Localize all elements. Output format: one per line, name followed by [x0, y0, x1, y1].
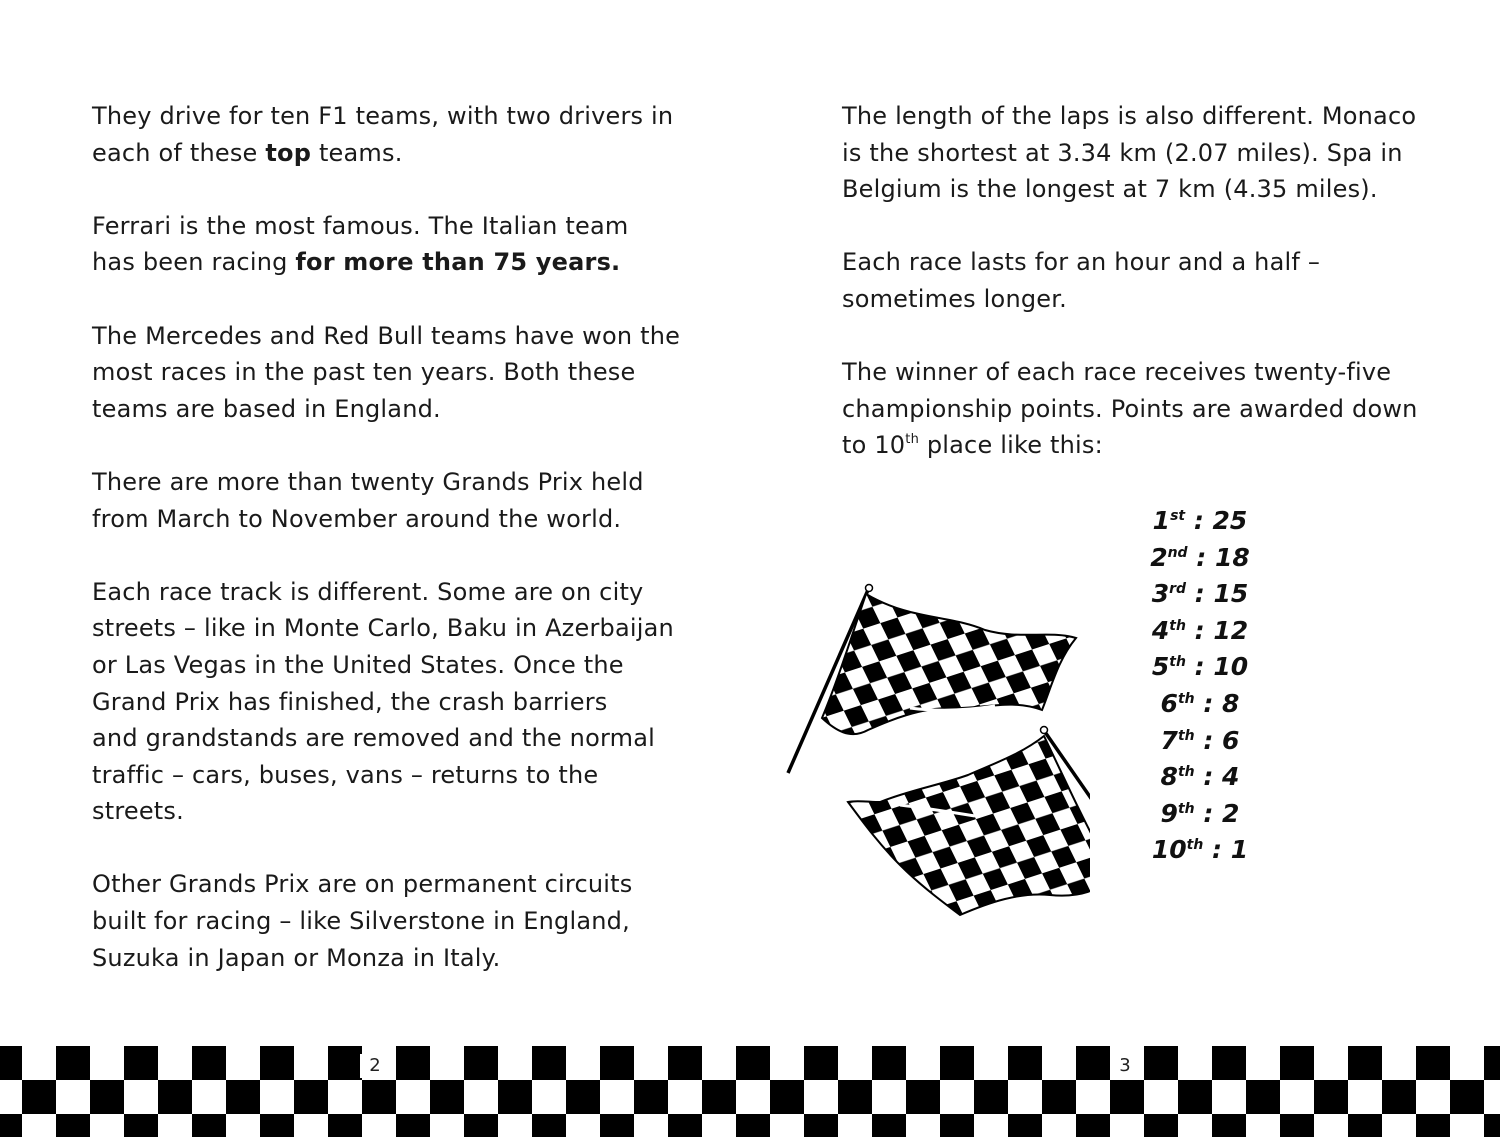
checker-square — [600, 1046, 634, 1080]
paragraph — [842, 354, 1442, 464]
points-value: 1 — [1230, 835, 1249, 865]
checker-square — [22, 1080, 56, 1114]
points-value: 6 — [1222, 725, 1240, 755]
checker-square — [90, 1080, 124, 1114]
checker-square — [974, 1080, 1008, 1114]
checker-square — [804, 1046, 838, 1080]
page-number-left: 2 — [360, 1054, 390, 1078]
checker-square — [0, 1114, 22, 1137]
paragraph — [92, 574, 692, 830]
checker-square — [328, 1046, 362, 1080]
paragraph-text: place like this: — [919, 431, 1103, 460]
bold-text: top — [265, 138, 312, 167]
paragraph-text: teams. — [311, 138, 403, 167]
separator: : — [1194, 688, 1223, 718]
checker-square — [1212, 1114, 1246, 1137]
points-row — [1120, 723, 1280, 760]
checker-square — [1008, 1114, 1042, 1137]
paragraph: The length of the laps is also different. Monaco is the shortest at 3.34 km (2.07 miles). Spa in Belgium is the longest at 7 km (4.35 miles). — [842, 102, 1417, 204]
checker-square — [1484, 1114, 1500, 1137]
ordinal-suffix: th — [905, 432, 920, 448]
checker-square — [260, 1114, 294, 1137]
checker-square — [1280, 1114, 1314, 1137]
points-value: 18 — [1215, 542, 1250, 572]
paragraph — [92, 98, 692, 171]
checker-square — [260, 1046, 294, 1080]
checker-square — [464, 1114, 498, 1137]
checker-square — [1110, 1080, 1144, 1114]
points-row — [1120, 796, 1280, 833]
checker-square — [566, 1080, 600, 1114]
checker-square — [396, 1046, 430, 1080]
points-value: 12 — [1213, 615, 1249, 645]
place-number: 4 — [1151, 615, 1170, 645]
paragraph-text: The Mercedes and Red Bull teams have won the most races in the past ten years. Both these teams are based in England. — [92, 321, 681, 423]
ordinal-suffix: th — [1186, 837, 1204, 854]
checker-square — [736, 1114, 770, 1137]
checker-square — [396, 1114, 430, 1137]
checker-square — [1314, 1080, 1348, 1114]
place-number: 5 — [1151, 652, 1170, 682]
bold-text: for more than 75 years. — [295, 248, 621, 277]
ordinal-suffix: th — [1177, 690, 1195, 707]
checker-square — [668, 1114, 702, 1137]
ordinal-suffix: th — [1169, 654, 1186, 671]
checker-square — [804, 1114, 838, 1137]
ordinal-suffix: th — [1177, 727, 1195, 744]
checker-square — [1348, 1046, 1382, 1080]
checker-square — [770, 1080, 804, 1114]
checker-square — [56, 1046, 90, 1080]
checker-square — [1280, 1046, 1314, 1080]
separator: : — [1187, 542, 1215, 572]
checker-square — [940, 1046, 974, 1080]
checker-square — [634, 1080, 668, 1114]
paragraph-text: They drive for ten F1 teams, with two drivers in each of these — [92, 102, 674, 167]
checker-square — [1144, 1046, 1178, 1080]
checker-square — [1450, 1080, 1484, 1114]
separator: : — [1185, 652, 1214, 682]
checker-square — [872, 1046, 906, 1080]
place-number: 9 — [1160, 798, 1178, 828]
checker-square — [1076, 1046, 1110, 1080]
checker-square — [1008, 1046, 1042, 1080]
paragraph-text: Ferrari is the most famous. The Italian team has been racing — [92, 211, 629, 277]
lower-flag — [848, 736, 1090, 915]
place-number: 7 — [1160, 725, 1178, 755]
checker-square — [328, 1114, 362, 1137]
points-row — [1120, 540, 1280, 577]
paragraph: Each race lasts for an hour and a half – sometimes longer. — [842, 248, 1321, 313]
checker-square — [702, 1080, 736, 1114]
points-value: 15 — [1213, 579, 1249, 609]
ordinal-suffix: th — [1177, 800, 1195, 817]
separator: : — [1203, 835, 1231, 865]
checker-square — [1484, 1046, 1500, 1080]
checker-square — [906, 1080, 940, 1114]
paragraph-text: Other Grands Prix are on permanent circuits built for racing – like Silverstone in England, Suzuka in Japan or Monza in Italy. — [92, 870, 633, 972]
checker-square — [1416, 1046, 1450, 1080]
points-row — [1120, 503, 1280, 540]
ordinal-suffix: st — [1170, 508, 1186, 524]
checker-square — [940, 1114, 974, 1137]
checker-square — [1348, 1114, 1382, 1137]
checker-square — [464, 1046, 498, 1080]
right-page-text — [842, 98, 1442, 501]
checker-square — [1144, 1114, 1178, 1137]
points-row — [1120, 613, 1280, 650]
checker-square — [872, 1114, 906, 1137]
checker-square — [668, 1046, 702, 1080]
ordinal-suffix: th — [1177, 764, 1195, 781]
checker-square — [124, 1114, 158, 1137]
points-value: 4 — [1222, 762, 1240, 792]
place-number: 8 — [1160, 762, 1178, 792]
separator: : — [1194, 725, 1223, 755]
ordinal-suffix: th — [1169, 617, 1186, 634]
paragraph — [92, 464, 692, 537]
separator: : — [1194, 798, 1223, 828]
checker-square — [1416, 1114, 1450, 1137]
checker-square — [532, 1114, 566, 1137]
points-row — [1120, 759, 1280, 796]
points-value: 8 — [1222, 688, 1240, 718]
place-number: 1 — [1152, 506, 1171, 535]
separator: : — [1185, 506, 1213, 535]
place-number: 3 — [1151, 579, 1170, 609]
paragraph-text: The winner of each race receives twenty-five championship points. Points are awarded down to 10 — [842, 358, 1418, 460]
checker-square — [294, 1080, 328, 1114]
points-table — [1120, 503, 1280, 869]
points-value: 10 — [1213, 652, 1249, 682]
paragraph — [92, 866, 692, 976]
checker-square — [158, 1080, 192, 1114]
place-number: 6 — [1160, 688, 1178, 718]
separator: : — [1185, 615, 1214, 645]
paragraph-text: There are more than twenty Grands Prix held from March to November around the world. — [92, 467, 644, 533]
checkered-band — [0, 1046, 1500, 1137]
place-number: 2 — [1150, 542, 1168, 572]
checker-square — [498, 1080, 532, 1114]
checker-square — [1042, 1080, 1076, 1114]
checker-square — [226, 1080, 260, 1114]
flag-pole-tip — [1041, 727, 1048, 734]
checker-square — [1246, 1080, 1280, 1114]
place-number: 10 — [1151, 835, 1187, 865]
checker-square — [430, 1080, 464, 1114]
checker-square — [56, 1114, 90, 1137]
page-number-right: 3 — [1110, 1054, 1140, 1078]
paragraph-text: Each race track is different. Some are on city streets – like in Monte Carlo, Baku in Azerbaijan or Las Vegas in the United States. Once the Grand Prix has finished, the crash barriers and grandstands are removed and the normal traffic – cars, buses, vans – returns to the streets. — [92, 577, 674, 826]
left-page-text — [92, 98, 692, 1013]
checker-square — [0, 1046, 22, 1080]
checkered-flags-icon — [780, 580, 1090, 925]
points-value: 2 — [1222, 798, 1240, 828]
checker-square — [736, 1046, 770, 1080]
checker-square — [192, 1046, 226, 1080]
points-value: 25 — [1212, 506, 1248, 535]
checker-square — [1178, 1080, 1212, 1114]
upper-flag — [822, 594, 1076, 734]
checker-square — [124, 1046, 158, 1080]
checker-square — [838, 1080, 872, 1114]
paragraph — [92, 208, 692, 281]
points-row — [1120, 649, 1280, 686]
flag-pole-tip — [866, 585, 873, 592]
ordinal-suffix: nd — [1167, 544, 1188, 561]
checker-square — [1212, 1046, 1246, 1080]
checker-square — [1382, 1080, 1416, 1114]
ordinal-suffix: rd — [1169, 581, 1187, 598]
points-row — [1120, 686, 1280, 723]
checker-square — [192, 1114, 226, 1137]
separator: : — [1194, 762, 1223, 792]
points-row — [1120, 576, 1280, 613]
checker-square — [532, 1046, 566, 1080]
paragraph — [92, 318, 692, 428]
points-row — [1120, 832, 1280, 869]
checker-square — [1076, 1114, 1110, 1137]
checker-square — [600, 1114, 634, 1137]
separator: : — [1186, 579, 1214, 609]
checker-square — [362, 1080, 396, 1114]
